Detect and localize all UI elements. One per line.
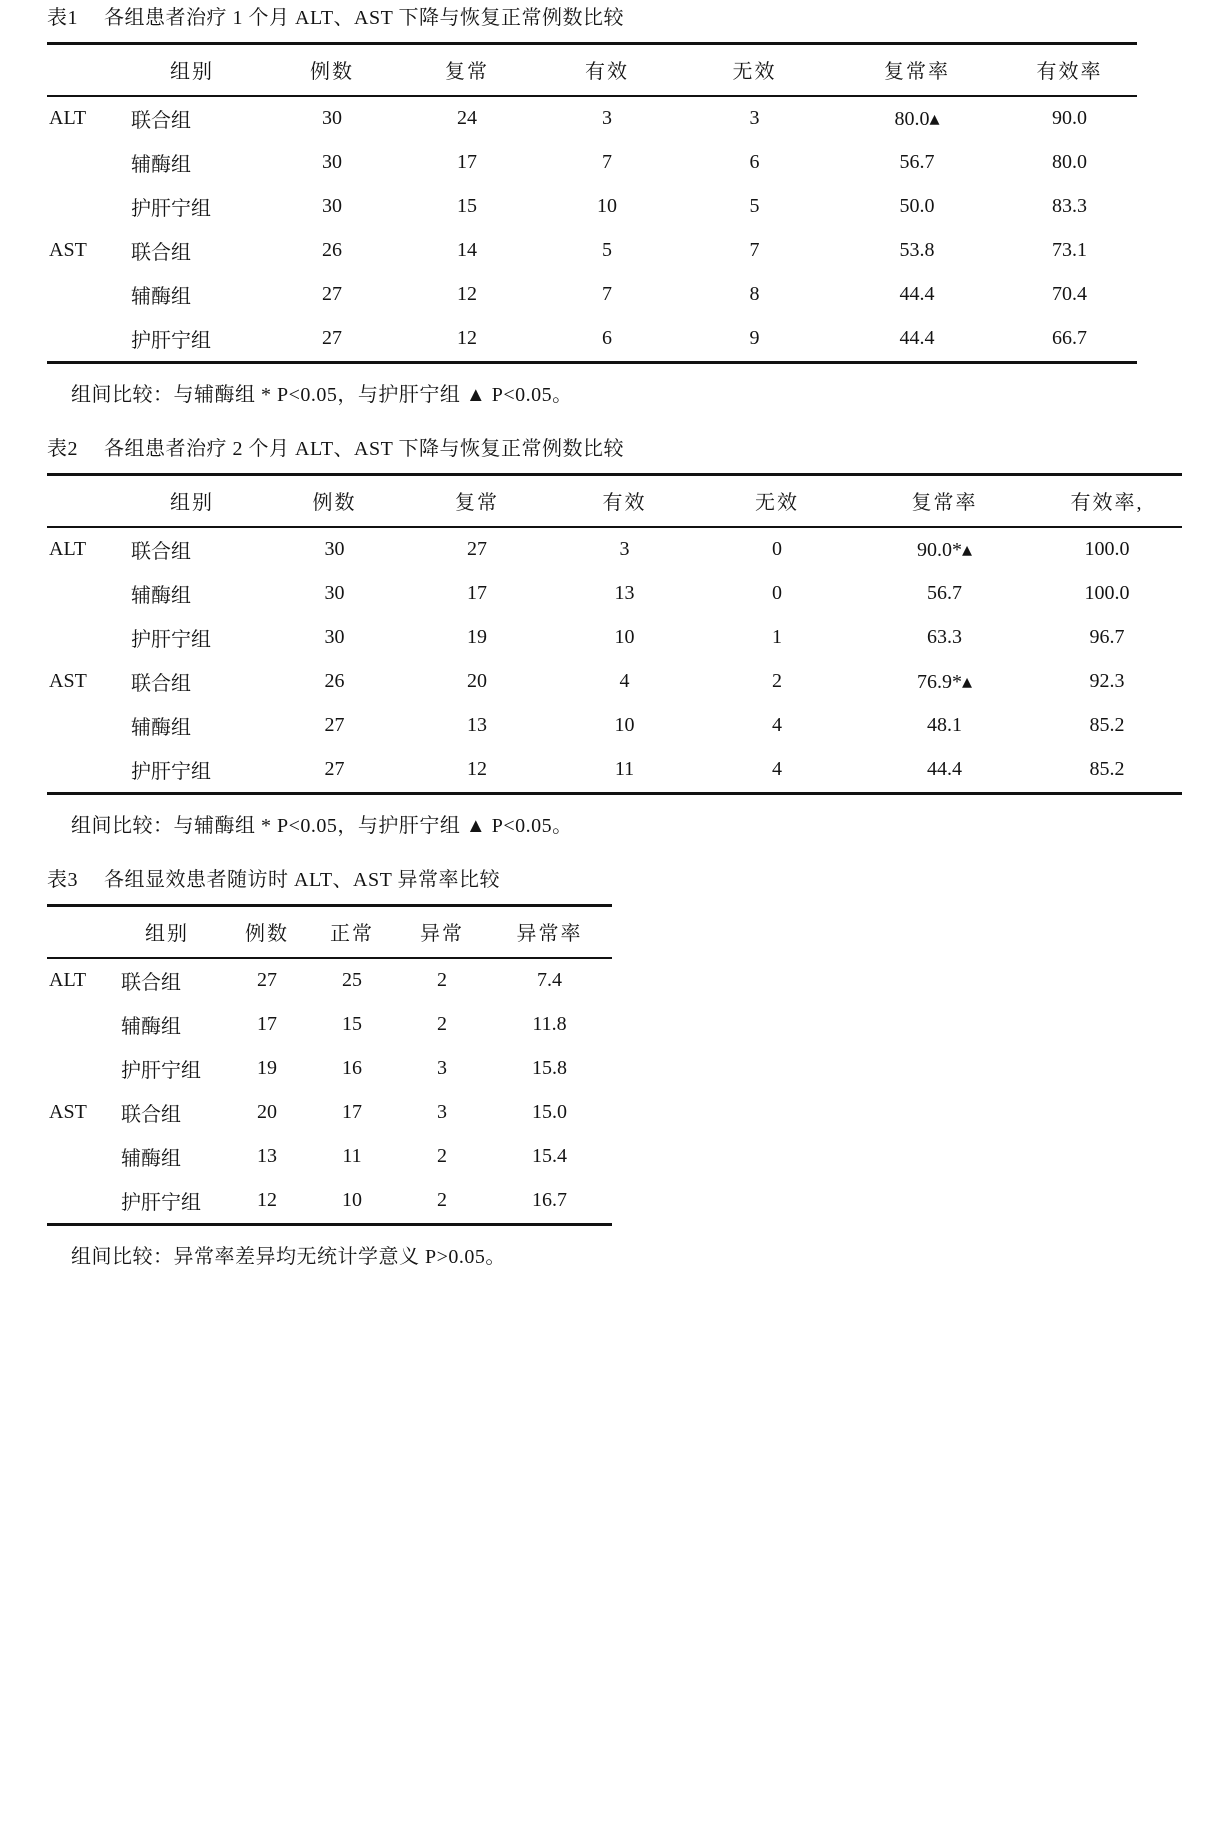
column-header-abnormal: 异常 xyxy=(420,923,464,945)
table3-label: 表3 xyxy=(47,869,78,891)
row-analyte-cell: ALT xyxy=(49,538,87,560)
value-cell: 76.9*▴ xyxy=(916,671,973,693)
value-cell: 6 xyxy=(749,151,760,173)
value-cell: 44.4 xyxy=(899,327,935,349)
table1-header-row xyxy=(47,44,1137,97)
value-cell: 12 xyxy=(457,327,477,349)
row-group-cell: 辅酶组 xyxy=(131,154,191,176)
row-group-cell: 联合组 xyxy=(121,972,181,994)
row-group-cell: 护肝宁组 xyxy=(121,1192,201,1214)
value-cell: 4 xyxy=(619,670,630,692)
value-cell: 30 xyxy=(322,107,342,129)
value-cell: 44.4 xyxy=(899,283,935,305)
table2-title: 各组患者治疗 2 个月 ALT、AST 下降与恢复正常例数比较 xyxy=(104,438,624,460)
table-row xyxy=(47,748,1182,794)
column-header-effective-rate: 有效率 xyxy=(1036,61,1103,83)
row-group-cell: 联合组 xyxy=(131,673,191,695)
row-analyte-cell xyxy=(47,317,117,363)
table-row xyxy=(47,527,1182,572)
value-cell: 70.4 xyxy=(1052,283,1087,305)
value-cell: 3 xyxy=(749,107,760,129)
value-cell: 63.3 xyxy=(927,626,962,648)
row-analyte-cell xyxy=(47,1047,107,1091)
table-row xyxy=(47,229,1137,273)
value-cell: 1 xyxy=(772,626,782,648)
value-cell: 3 xyxy=(437,1101,447,1123)
table3 xyxy=(47,904,612,1226)
value-cell: 12 xyxy=(257,1189,277,1211)
table2-header-row xyxy=(47,475,1182,528)
value-cell: 73.1 xyxy=(1052,239,1087,261)
value-cell: 27 xyxy=(257,969,277,991)
table1-section xyxy=(47,6,1187,407)
value-cell: 92.3 xyxy=(1089,670,1125,692)
row-group-cell: 护肝宁组 xyxy=(131,629,211,651)
table2-section xyxy=(47,437,1187,838)
table2 xyxy=(47,473,1182,795)
row-analyte-cell: AST xyxy=(49,670,87,692)
value-cell: 14 xyxy=(457,239,477,261)
table1-label: 表1 xyxy=(47,7,78,29)
row-analyte-cell: ALT xyxy=(49,969,87,991)
value-cell: 85.2 xyxy=(1089,758,1125,780)
column-header-abnormal-rate: 异常率 xyxy=(516,923,583,945)
value-cell: 7 xyxy=(749,239,760,261)
column-header-empty xyxy=(47,475,117,528)
value-cell: 50.0 xyxy=(899,195,935,217)
row-analyte-cell xyxy=(47,1135,107,1179)
column-header-normalization-rate: 复常率 xyxy=(911,492,978,514)
value-cell: 83.3 xyxy=(1052,195,1087,217)
table-row xyxy=(47,1003,612,1047)
row-group-cell: 联合组 xyxy=(131,242,191,264)
value-cell: 80.0▴ xyxy=(894,108,940,130)
value-cell: 4 xyxy=(772,758,782,780)
table-row xyxy=(47,317,1137,363)
value-cell: 19 xyxy=(467,626,487,648)
value-cell: 30 xyxy=(324,582,345,604)
table3-header-row xyxy=(47,906,612,959)
table1-title: 各组患者治疗 1 个月 ALT、AST 下降与恢复正常例数比较 xyxy=(104,7,624,29)
value-cell: 2 xyxy=(437,1013,447,1035)
value-cell: 26 xyxy=(324,670,345,692)
table-row xyxy=(47,185,1137,229)
column-header-ineffective: 无效 xyxy=(755,492,799,514)
value-cell: 30 xyxy=(322,195,342,217)
column-header-cases: 例数 xyxy=(310,61,354,83)
value-cell: 17 xyxy=(257,1013,277,1035)
value-cell: 90.0*▴ xyxy=(916,539,973,561)
row-group-cell: 联合组 xyxy=(131,110,191,132)
value-cell: 16 xyxy=(342,1057,362,1079)
value-cell: 24 xyxy=(457,107,477,129)
column-header-ineffective: 无效 xyxy=(732,61,777,83)
value-cell: 26 xyxy=(322,239,342,261)
value-cell: 44.4 xyxy=(927,758,962,780)
column-header-effective: 有效 xyxy=(602,492,647,514)
table2-body xyxy=(47,527,1182,794)
table-row xyxy=(47,704,1182,748)
table1-caption xyxy=(47,6,1187,30)
table3-section xyxy=(47,868,1187,1269)
value-cell: 30 xyxy=(322,151,342,173)
value-cell: 48.1 xyxy=(927,714,962,736)
row-analyte-cell xyxy=(47,748,117,794)
value-cell: 53.8 xyxy=(899,239,935,261)
value-cell: 5 xyxy=(749,195,760,217)
row-group-cell: 辅酶组 xyxy=(131,286,191,308)
row-group-cell: 护肝宁组 xyxy=(131,330,211,352)
value-cell: 4 xyxy=(772,714,782,736)
value-cell: 13 xyxy=(257,1145,277,1167)
value-cell: 20 xyxy=(467,670,487,692)
value-cell: 11 xyxy=(342,1145,362,1167)
row-group-cell: 辅酶组 xyxy=(121,1148,181,1170)
table-row xyxy=(47,958,612,1003)
value-cell: 27 xyxy=(322,283,342,305)
row-analyte-cell xyxy=(47,141,117,185)
value-cell: 15 xyxy=(457,195,477,217)
table-row xyxy=(47,572,1182,616)
column-header-group: 组别 xyxy=(170,492,214,514)
table3-title: 各组显效患者随访时 ALT、AST 异常率比较 xyxy=(104,869,500,891)
value-cell: 11 xyxy=(614,758,635,780)
value-cell: 25 xyxy=(342,969,362,991)
value-cell: 3 xyxy=(619,538,630,560)
value-cell: 8 xyxy=(749,283,760,305)
table1 xyxy=(47,42,1137,364)
value-cell: 13 xyxy=(467,714,487,736)
row-group-cell: 辅酶组 xyxy=(131,717,191,739)
column-header-effective: 有效 xyxy=(585,61,629,83)
value-cell: 2 xyxy=(437,1145,447,1167)
value-cell: 17 xyxy=(342,1101,362,1123)
value-cell: 80.0 xyxy=(1052,151,1087,173)
value-cell: 7 xyxy=(602,283,612,305)
value-cell: 3 xyxy=(437,1057,447,1079)
table2-label: 表2 xyxy=(47,438,78,460)
value-cell: 85.2 xyxy=(1089,714,1125,736)
value-cell: 5 xyxy=(602,239,612,261)
value-cell: 27 xyxy=(324,758,345,780)
value-cell: 7 xyxy=(602,151,612,173)
value-cell: 66.7 xyxy=(1052,327,1087,349)
value-cell: 10 xyxy=(614,626,635,648)
value-cell: 0 xyxy=(772,582,782,604)
value-cell: 10 xyxy=(342,1189,362,1211)
value-cell: 6 xyxy=(602,327,612,349)
value-cell: 27 xyxy=(322,327,342,349)
column-header-normal: 正常 xyxy=(330,923,374,945)
value-cell: 19 xyxy=(257,1057,277,1079)
value-cell: 9 xyxy=(749,327,760,349)
value-cell: 15.4 xyxy=(532,1145,567,1167)
table1-body xyxy=(47,96,1137,363)
row-group-cell: 联合组 xyxy=(131,541,191,563)
table-row xyxy=(47,660,1182,704)
value-cell: 30 xyxy=(324,626,345,648)
table-row xyxy=(47,1135,612,1179)
column-header-empty xyxy=(47,44,117,97)
value-cell: 17 xyxy=(457,151,477,173)
column-header-group: 组别 xyxy=(145,923,189,945)
value-cell: 2 xyxy=(437,969,447,991)
column-header-cases: 例数 xyxy=(312,492,357,514)
table-row xyxy=(47,616,1182,660)
value-cell: 16.7 xyxy=(532,1189,567,1211)
row-analyte-cell xyxy=(47,185,117,229)
column-header-normalized: 复常 xyxy=(445,61,489,83)
row-group-cell: 联合组 xyxy=(121,1104,181,1126)
column-header-group: 组别 xyxy=(170,61,214,83)
value-cell: 27 xyxy=(467,538,487,560)
table2-footnote: 组间比较：与辅酶组 * P<0.05，与护肝宁组 ▲ P<0.05。 xyxy=(71,815,573,837)
value-cell: 12 xyxy=(467,758,487,780)
row-analyte-cell xyxy=(47,616,117,660)
value-cell: 2 xyxy=(437,1189,447,1211)
table-row xyxy=(47,96,1137,141)
row-group-cell: 护肝宁组 xyxy=(131,198,211,220)
row-analyte-cell xyxy=(47,704,117,748)
value-cell: 100.0 xyxy=(1084,538,1130,560)
row-analyte-cell: AST xyxy=(49,239,87,261)
value-cell: 15.8 xyxy=(532,1057,567,1079)
table-row xyxy=(47,273,1137,317)
value-cell: 30 xyxy=(324,538,345,560)
table3-body xyxy=(47,958,612,1225)
value-cell: 27 xyxy=(324,714,345,736)
value-cell: 10 xyxy=(597,195,617,217)
table3-footnote: 组间比较：异常率差异均无统计学意义 P>0.05。 xyxy=(71,1246,506,1268)
value-cell: 56.7 xyxy=(927,582,962,604)
row-analyte-cell xyxy=(47,1179,107,1225)
value-cell: 15.0 xyxy=(532,1101,567,1123)
value-cell: 3 xyxy=(602,107,612,129)
row-analyte-cell xyxy=(47,572,117,616)
value-cell: 56.7 xyxy=(899,151,935,173)
value-cell: 96.7 xyxy=(1089,626,1125,648)
row-group-cell: 护肝宁组 xyxy=(121,1060,201,1082)
row-analyte-cell: ALT xyxy=(49,107,87,129)
table-row xyxy=(47,1091,612,1135)
value-cell: 90.0 xyxy=(1052,107,1087,129)
column-header-effective-rate: 有效率, xyxy=(1070,492,1144,514)
row-group-cell: 护肝宁组 xyxy=(131,761,211,783)
value-cell: 12 xyxy=(457,283,477,305)
table1-footnote: 组间比较：与辅酶组 * P<0.05，与护肝宁组 ▲ P<0.05。 xyxy=(71,384,573,406)
table-row xyxy=(47,1047,612,1091)
column-header-normalization-rate: 复常率 xyxy=(884,61,950,83)
value-cell: 2 xyxy=(772,670,782,692)
value-cell: 13 xyxy=(614,582,635,604)
value-cell: 100.0 xyxy=(1084,582,1130,604)
table2-caption xyxy=(47,437,1187,461)
value-cell: 17 xyxy=(467,582,487,604)
row-group-cell: 辅酶组 xyxy=(131,585,191,607)
value-cell: 10 xyxy=(614,714,635,736)
column-header-cases: 例数 xyxy=(245,923,289,945)
value-cell: 0 xyxy=(772,538,782,560)
column-header-normalized: 复常 xyxy=(455,492,499,514)
value-cell: 11.8 xyxy=(532,1013,567,1035)
value-cell: 7.4 xyxy=(537,969,562,991)
table-row xyxy=(47,141,1137,185)
value-cell: 15 xyxy=(342,1013,362,1035)
table3-caption xyxy=(47,868,1187,892)
row-analyte-cell: AST xyxy=(49,1101,87,1123)
row-analyte-cell xyxy=(47,273,117,317)
row-analyte-cell xyxy=(47,1003,107,1047)
value-cell: 20 xyxy=(257,1101,277,1123)
scanned-paper-page xyxy=(47,6,1187,1269)
column-header-empty xyxy=(47,906,107,959)
row-group-cell: 辅酶组 xyxy=(121,1016,181,1038)
table-row xyxy=(47,1179,612,1225)
